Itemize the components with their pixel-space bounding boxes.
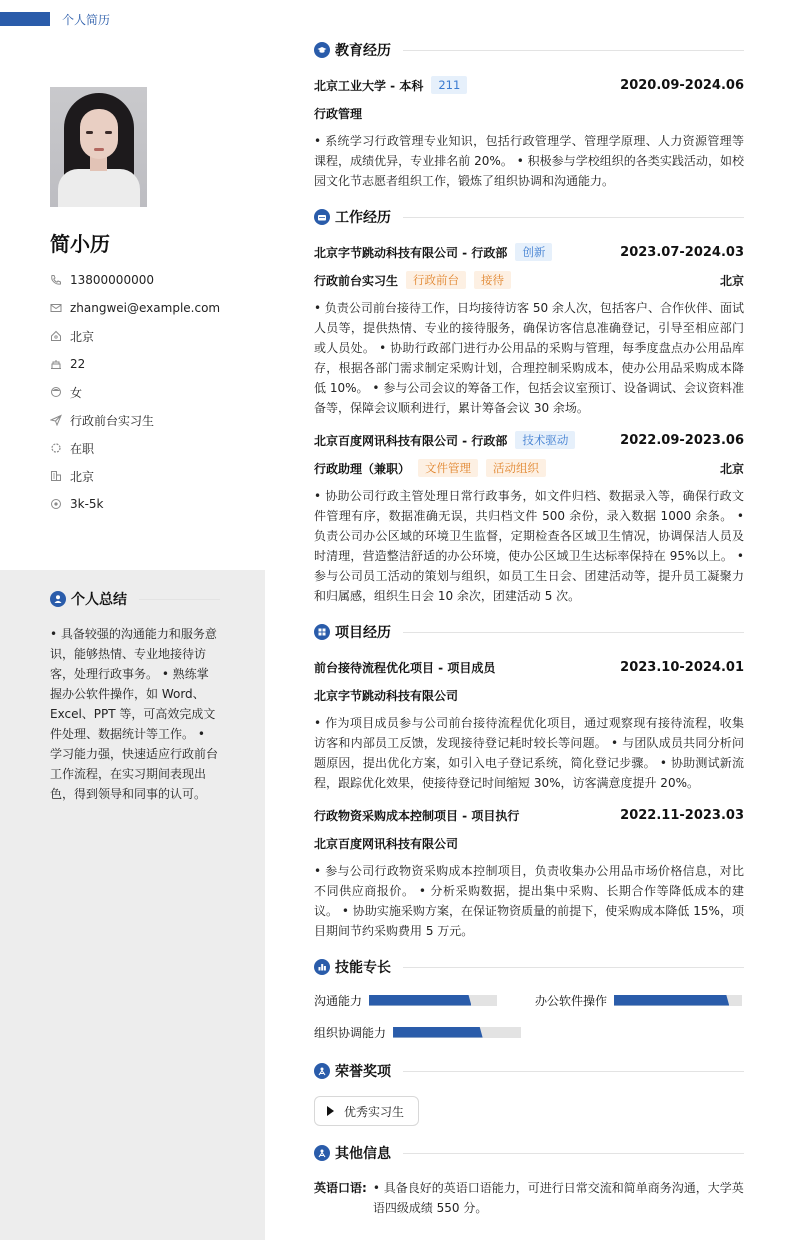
graduation-cap-icon bbox=[314, 42, 330, 58]
contact-gender bbox=[50, 378, 220, 406]
work-date: 2023.07-2024.03 bbox=[620, 244, 744, 260]
contact-value: 北京 bbox=[70, 329, 95, 344]
section-divider bbox=[403, 1071, 744, 1072]
contact-list bbox=[50, 266, 220, 518]
contact-phone bbox=[50, 266, 220, 294]
section-title: 荣誉奖项 bbox=[335, 1064, 391, 1080]
section-divider bbox=[403, 967, 744, 968]
home-icon bbox=[50, 330, 62, 342]
summary-text: • 具备较强的沟通能力和服务意识，能够热情、专业地接待访客，处理行政事务。 • 熟练掌握办公软件操作，如 Word、Excel、PPT 等，可高效完成文件处理、数据统计等工作。 • 学习能力强，快速适应行政前台工作流程，在实习期间表现出色，得到领导和同事的认可。 bbox=[50, 627, 219, 801]
work-role-row bbox=[314, 266, 744, 294]
other-item bbox=[314, 1178, 744, 1218]
play-triangle-icon bbox=[327, 1106, 334, 1116]
skill-label: 办公软件操作 bbox=[535, 993, 608, 1008]
profile-name: 简小历 bbox=[50, 232, 110, 256]
company-tag: 创新 bbox=[515, 243, 552, 261]
award-item bbox=[314, 1096, 419, 1126]
skill-label: 沟通能力 bbox=[314, 993, 363, 1008]
work-location: 北京 bbox=[719, 461, 744, 476]
contact-value: 行政前台实习生 bbox=[70, 413, 155, 428]
role: 行政助理（兼职） bbox=[314, 461, 411, 476]
role-tag: 接待 bbox=[474, 271, 511, 289]
project-date: 2022.11-2023.03 bbox=[620, 807, 744, 823]
section-title: 其他信息 bbox=[335, 1146, 391, 1162]
contact-value: 北京 bbox=[70, 469, 95, 484]
role-tag: 文件管理 bbox=[418, 459, 478, 477]
project-company: 北京字节跳动科技有限公司 bbox=[314, 688, 459, 703]
role-tag: 活动组织 bbox=[486, 459, 546, 477]
briefcase-icon bbox=[314, 209, 330, 225]
project-name: 前台接待流程优化项目 - 项目成员 bbox=[314, 660, 496, 675]
education-entry-header bbox=[314, 71, 744, 99]
project-company-row bbox=[314, 829, 744, 857]
skills-header bbox=[314, 956, 744, 978]
skills-section bbox=[314, 956, 744, 1048]
status-icon bbox=[50, 442, 62, 454]
skill-item bbox=[314, 992, 535, 1009]
project-entry-header bbox=[314, 653, 744, 681]
section-title: 项目经历 bbox=[335, 625, 391, 641]
section-divider bbox=[139, 599, 220, 600]
company-name: 北京百度网讯科技有限公司 - 行政部 bbox=[314, 433, 508, 448]
info-icon bbox=[314, 1145, 330, 1161]
contact-value: 女 bbox=[70, 385, 83, 400]
other-label: 英语口语: bbox=[314, 1181, 367, 1195]
project-date: 2023.10-2024.01 bbox=[620, 659, 744, 675]
projects-header bbox=[314, 621, 744, 643]
skill-bar bbox=[614, 995, 742, 1006]
section-title: 个人总结 bbox=[71, 592, 127, 608]
header-label: 个人简历 bbox=[62, 13, 111, 27]
skill-item bbox=[535, 992, 742, 1009]
award-icon bbox=[314, 1063, 330, 1079]
contact-status bbox=[50, 434, 220, 462]
other-header bbox=[314, 1142, 744, 1164]
school-name: 北京工业大学 - 本科 bbox=[314, 78, 424, 93]
skills-list bbox=[314, 984, 744, 1048]
awards-header bbox=[314, 1060, 744, 1082]
contact-salary bbox=[50, 490, 220, 518]
skill-item bbox=[314, 1024, 521, 1041]
projects-section bbox=[314, 621, 744, 941]
project-company: 北京百度网讯科技有限公司 bbox=[314, 836, 459, 851]
contact-value: 3k-5k bbox=[70, 497, 104, 511]
send-icon bbox=[50, 414, 62, 426]
school-tag: 211 bbox=[431, 76, 467, 94]
education-major-row bbox=[314, 99, 744, 127]
work-entry-header bbox=[314, 238, 744, 266]
company-name: 北京字节跳动科技有限公司 - 行政部 bbox=[314, 245, 508, 260]
education-desc: • 系统学习行政管理专业知识，包括行政管理学、管理学原理、人力资源管理等课程，成绩优异，专业排名前 20%。 • 积极参与学校组织的各类实践活动，如校园文化节志愿者组织工作，锻炼了组织协调和沟通能力。 bbox=[314, 134, 744, 188]
project-name: 行政物资采购成本控制项目 - 项目执行 bbox=[314, 808, 520, 823]
section-divider bbox=[403, 217, 744, 218]
company-tag: 技术驱动 bbox=[515, 431, 575, 449]
work-header bbox=[314, 206, 744, 228]
user-icon bbox=[50, 591, 66, 607]
project-desc: • 参与公司行政物资采购成本控制项目，负责收集办公用品市场价格信息，对比不同供应商报价。 • 分析采购数据，提出集中采购、长期合作等降低成本的建议。 • 协助实施采购方案，在保证物资质量的前提下，使采购成本降低 15%，项目期间节约采购费用 5 万元。 bbox=[314, 864, 744, 938]
awards-section bbox=[314, 1060, 744, 1126]
work-section bbox=[314, 206, 744, 606]
mail-icon bbox=[50, 302, 62, 314]
work-desc: • 负责公司前台接待工作，日均接待访客 50 余人次，包括客户、合作伙伴、面试人员等，提供热情、专业的接待服务，确保访客信息准确登记，引导至相应部门或人员处。 • 协助行政部门进行办公用品的采购与管理，每季度盘点办公用品库存，根据各部门需求制定采购计划，合理控制采购成本，使办公用品采购成本降低 10%。 • 参与公司会议的筹备工作，包括会议室预订、设备调试、会议资料准备等，保障会议顺利进行，累计筹备会议 30 余场。 bbox=[314, 301, 744, 415]
role: 行政前台实习生 bbox=[314, 273, 399, 288]
work-date: 2022.09-2023.06 bbox=[620, 432, 744, 448]
role-tag: 行政前台 bbox=[406, 271, 466, 289]
project-company-row bbox=[314, 681, 744, 709]
work-location: 北京 bbox=[719, 273, 744, 288]
salary-icon bbox=[50, 498, 62, 510]
skill-label: 组织协调能力 bbox=[314, 1025, 387, 1040]
section-title: 教育经历 bbox=[335, 43, 391, 59]
section-divider bbox=[403, 50, 744, 51]
other-text: • 具备良好的英语口语能力，可进行日常交流和简单商务沟通，大学英语四级成绩 550 分。 bbox=[372, 1181, 744, 1215]
other-section bbox=[314, 1142, 744, 1218]
contact-value: 在职 bbox=[70, 441, 95, 456]
work-desc: • 协助公司行政主管处理日常行政事务，如文件归档、数据录入等，确保行政文件管理有序，数据准确无误，共归档文件 500 余份，录入数据 1000 余条。 • 负责公司办公区域的环境卫生监督，定期检查各区域卫生情况，协调保洁人员及时清理，营造整洁舒适的办公环境，使办公区域卫生达标率保持在 95%以上。 • 参与公司员工活动的策划与组织，如员工生日会、团建活动等，提升员工凝聚力和归属感，组织生日会 10 余次，团建活动 5 次。 bbox=[314, 489, 744, 603]
gender-icon bbox=[50, 386, 62, 398]
work-role-row bbox=[314, 454, 744, 482]
building-icon bbox=[50, 470, 62, 482]
work-entry-header bbox=[314, 426, 744, 454]
project-desc: • 作为项目成员参与公司前台接待流程优化项目，通过观察现有接待流程，收集访客和内部员工反馈，发现接待登记耗时较长等问题。 • 与团队成员共同分析问题原因，提出优化方案，如引入电子登记系统，简化登记步骤。 • 协助测试新流程，跟踪优化效果，使接待登记时间缩短 30%，访客满意度提升 20%。 bbox=[314, 716, 744, 790]
education-header bbox=[314, 39, 744, 61]
education-section bbox=[314, 39, 744, 191]
summary-header bbox=[50, 588, 220, 610]
contact-value: zhangwei@example.com bbox=[70, 301, 221, 315]
phone-icon bbox=[50, 274, 62, 286]
contact-location bbox=[50, 322, 220, 350]
summary-section bbox=[50, 588, 220, 804]
contact-value: 22 bbox=[70, 357, 86, 371]
section-divider bbox=[403, 1153, 744, 1154]
contact-city bbox=[50, 462, 220, 490]
header-accent-bar bbox=[0, 12, 50, 26]
contact-value: 13800000000 bbox=[70, 273, 154, 287]
major: 行政管理 bbox=[314, 106, 363, 121]
award-label: 优秀实习生 bbox=[344, 1104, 405, 1119]
project-entry-header bbox=[314, 801, 744, 829]
skill-bar bbox=[393, 1027, 521, 1038]
section-title: 技能专长 bbox=[335, 960, 391, 976]
section-divider bbox=[403, 632, 744, 633]
contact-email bbox=[50, 294, 220, 322]
skill-bar bbox=[369, 995, 497, 1006]
grid-icon bbox=[314, 624, 330, 640]
education-date: 2020.09-2024.06 bbox=[620, 77, 744, 93]
bar-chart-icon bbox=[314, 959, 330, 975]
age-icon bbox=[50, 358, 62, 370]
profile-photo bbox=[50, 87, 147, 207]
section-title: 工作经历 bbox=[335, 210, 391, 226]
main-column bbox=[314, 39, 744, 1218]
contact-position bbox=[50, 406, 220, 434]
contact-age bbox=[50, 350, 220, 378]
